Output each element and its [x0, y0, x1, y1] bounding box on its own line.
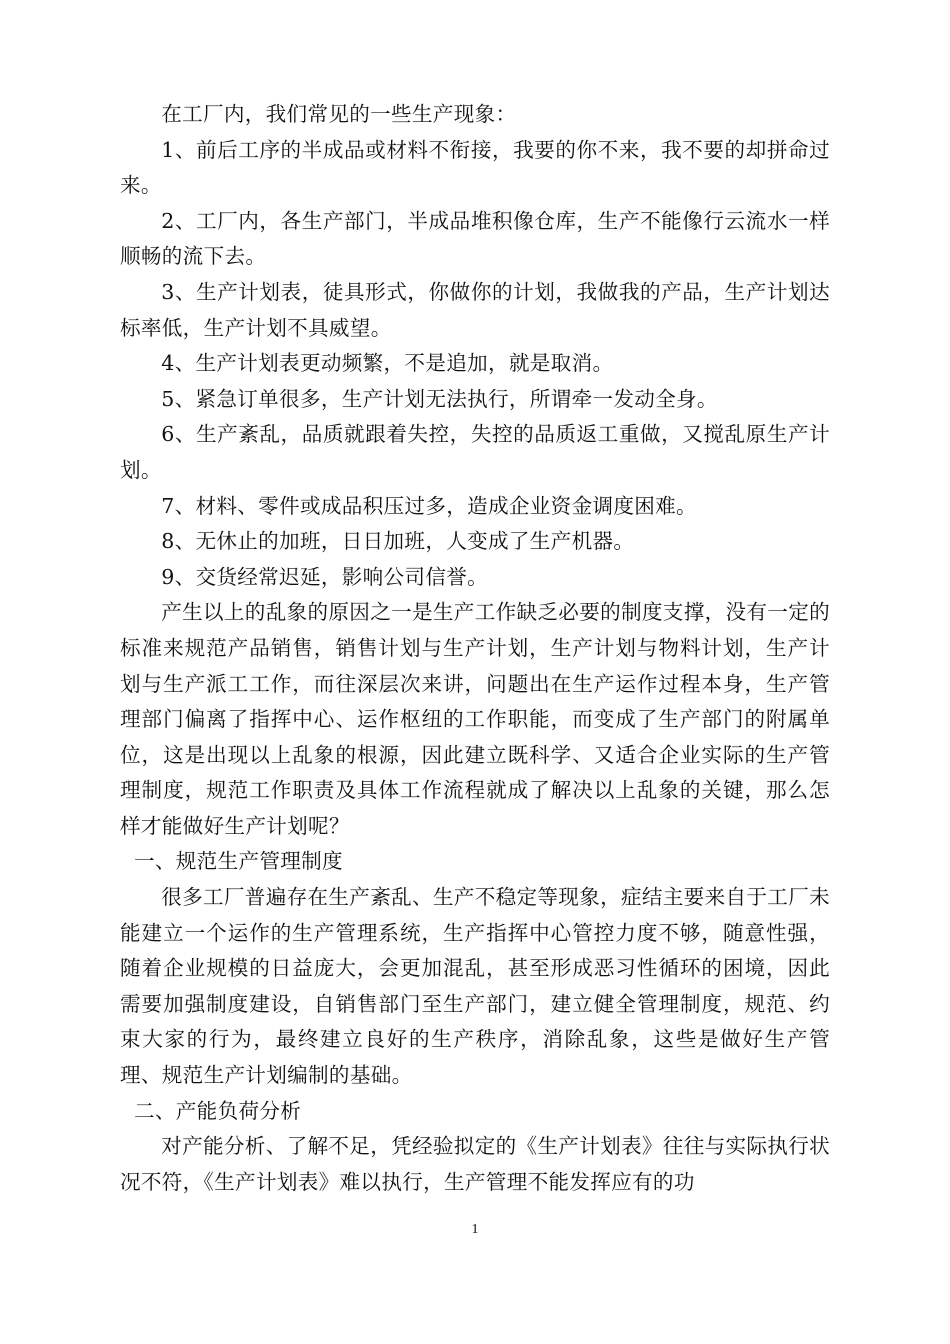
section-1-heading: 一、规范生产管理制度 [134, 849, 343, 874]
document-page [120, 97, 830, 1200]
section-2-body: 对产能分析、了解不足，凭经验拟定的《生产计划表》往往与实际执行状况不符，《生产计划表》难以执行，生产管理不能发挥应有的功 [120, 1134, 830, 1194]
section-2-heading: 二、产能负荷分析 [134, 1098, 302, 1123]
list-item-1: 1、前后工序的半成品或材料不衔接，我要的你不来，我不要的却拼命过来。 [120, 137, 830, 198]
list-item-9: 9、交货经常迟延，影响公司信誉。 [161, 564, 488, 589]
list-item-2: 2、工厂内，各生产部门，半成品堆积像仓库，生产不能像行云流水一样顺畅的流下去。 [120, 208, 830, 269]
list-item-7: 7、材料、零件或成品积压过多，造成企业资金调度困难。 [161, 493, 697, 518]
list-item-8: 8、无休止的加班，日日加班，人变成了生产机器。 [161, 529, 635, 554]
page-number: 1 [471, 1222, 479, 1237]
list-item-4: 4、生产计划表更动频繁，不是追加，就是取消。 [161, 351, 614, 376]
list-item-3: 3、生产计划表，徒具形式，你做你的计划，我做我的产品，生产计划达标率低，生产计划不具威望。 [120, 279, 830, 340]
cause-paragraph: 产生以上的乱象的原因之一是生产工作缺乏必要的制度支撑，没有一定的标准来规范产品销售，销售计划与生产计划，生产计划与物料计划，生产计划与生产派工工作，而往深层次来讲，问题出在生产运作过程本身，生产管理部门偏离了指挥中心、运作枢纽的工作职能，而变成了生产部门的附属单位，这是出现以上乱象的根源，因此建立既科学、又适合企业实际的生产管理制度，规范工作职责及具体工作流程就成了解决以上乱象的关键，那么怎样才能做好生产计划呢？ [120, 600, 830, 838]
intro-paragraph: 在工厂内，我们常见的一些生产现象： [161, 102, 517, 126]
list-item-6: 6、生产紊乱，品质就跟着失控，失控的品质返工重做，又搅乱原生产计划。 [120, 422, 830, 482]
section-1-body: 很多工厂普遍存在生产紊乱、生产不稳定等现象，症结主要来自于工厂未能建立一个运作的生产管理系统，生产指挥中心管控力度不够，随意性强，随着企业规模的日益庞大，会更加混乱，甚至形成恶习性循环的困境，因此需要加强制度建设，自销售部门至生产部门，建立健全管理制度，规范、约束大家的行为，最终建立良好的生产秩序，消除乱象，这些是做好生产管理、规范生产计划编制的基础。 [120, 885, 830, 1088]
list-item-5: 5、紧急订单很多，生产计划无法执行，所谓牵一发动全身。 [161, 386, 718, 411]
